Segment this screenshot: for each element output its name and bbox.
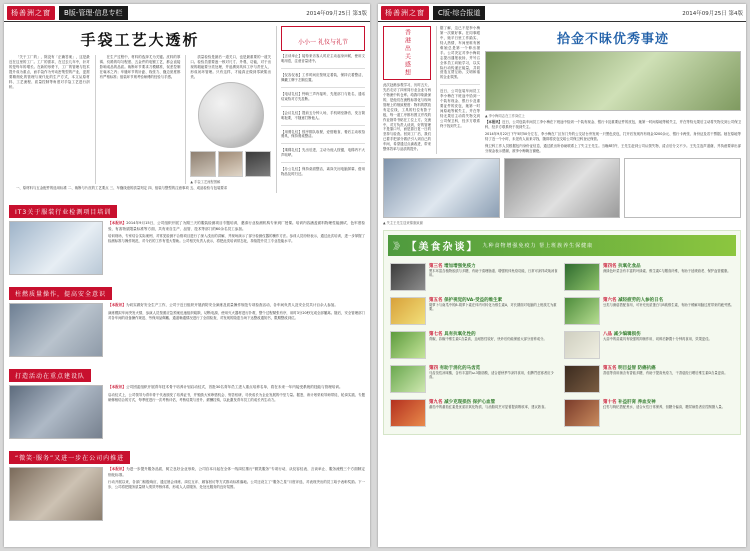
food-item xyxy=(562,362,736,396)
edition-label: C版-综合报道 xyxy=(433,6,485,20)
right-photo-caption: ▲ 李小梅同志在工作岗位上 xyxy=(485,114,525,118)
food-item-grid xyxy=(388,260,736,430)
food-feature-header xyxy=(388,235,736,256)
right-paragraph-1: 2014年9月22日下午5时50分左右，李小梅在厂区东门外的公交站台旁发现一只黑色皮包，打开后发现内有现金3200余元、银行卡两张、身份证及若干票据。她在原地等待了近一个小时，未见有人前来寻找，随即将皮包交给公司保卫科登记保管。 xyxy=(485,131,741,141)
section-title: “微笑·服务”又进一步在公司内推进 xyxy=(9,451,130,464)
food-item-rank: 第六名 xyxy=(603,297,617,303)
food-item-image xyxy=(390,365,426,393)
sidebar-item: 【用餐礼仪】按序排队取餐，爱惜粮食，餐后主动收拾餐具，保持餐桌整洁。 xyxy=(281,129,365,139)
section-photo xyxy=(9,221,103,275)
food-item-image xyxy=(564,399,600,427)
feature-thumb-3 xyxy=(245,151,271,177)
food-item-image xyxy=(390,399,426,427)
food-item-name: 增加增强免疫力 xyxy=(444,263,476,269)
lead-label: 【本报讯】 xyxy=(108,303,126,308)
section-lead: 为进一步提升服务品质，树立良好企业形象，公司自本月起在全体一线岗位推行“微笑服务”专项行动，从仪容仪表、言谈举止、服务流程三个方面制定细化标准。 xyxy=(108,467,365,477)
section-photo xyxy=(9,303,103,357)
food-item xyxy=(562,294,736,328)
food-item-name: 明目益智 防癌抗癌 xyxy=(618,365,656,371)
section-body: 演练模拟车间突发火情，参演人员按照应急预案迅速组织疏散、切断电源、使用灭火器材进行扑救，整个过程紧张有序，用时3分20秒完成全部撤离。随后，安全管理部门对各车间的设备操作规范、劳保用品佩戴、通道畅通情况进行了全面检查，对发现的隐患当场下达整改通知书，限期整改到位。 xyxy=(108,310,365,320)
section-body: 启动仪式上，公司领导为青年骨干代表颁发了培养证书，并勉励大家珍惜机会、刻苦钻研，尽快成长为企业发展的中坚力量。据悉，该计划采取导师带徒、轮岗实践、专题研修相结合的方式，每季度进行一次考核评估，考核结果与晋升、薪酬挂钩，以此激发青年员工的成长内生动力。 xyxy=(108,392,365,402)
news-section xyxy=(9,199,365,275)
right-rail-second xyxy=(436,26,480,154)
news-section xyxy=(9,445,365,521)
divider xyxy=(281,162,365,163)
food-item-name: 减轻疲劳的人参的日名 xyxy=(618,297,664,303)
food-item xyxy=(388,362,562,396)
food-item-rank: 第十名 xyxy=(603,399,617,405)
divider xyxy=(281,68,365,69)
publication-logo: 杨善洲之窗 xyxy=(381,6,429,20)
lead-label: 【本报讯】 xyxy=(108,221,127,226)
right-lead: 近日，公司包装车间员工李小梅在下班途中拾到一个装有现金、银行卡及重要证件的皮包，她第一时间原地等候失主，并在等待无果后主动将失物交到公司保卫科，经多方联系终于找到失主。 xyxy=(485,120,742,129)
food-item-rank: 第七名 xyxy=(429,331,443,337)
food-item-rank: 第九名 xyxy=(429,399,443,405)
sidebar-title: 小小一 礼仪与礼节 xyxy=(298,39,348,46)
right-masthead xyxy=(378,4,746,22)
food-item-image xyxy=(390,297,426,325)
food-item-desc: 青椒、彩椒中维生素C含量高，且耐热性较好，快炒后仍能保留大部分营养成分。 xyxy=(429,336,547,341)
issue-date: 2014年09月25日 第4版 xyxy=(682,10,743,17)
food-item-name: 减少克现损伤 保护心血管 xyxy=(444,399,496,405)
issue-date: 2014年09月25日 第3版 xyxy=(306,10,367,17)
food-item-desc: 马齿苋性凉味酸，含有丰富的ω-3脂肪酸，适合夏秋季节凉拌食用，但脾胃虚寒者应少食。 xyxy=(429,370,554,380)
food-item-image xyxy=(564,365,600,393)
food-feature xyxy=(383,230,741,435)
food-item-rank: 第三名 xyxy=(429,263,443,269)
food-item-desc: 番茄中的番茄红素是优质抗氧化物质，与油脂同烹可显著提高吸收率，建议熟食。 xyxy=(429,404,548,409)
food-item-name: 减少编辑损伤 xyxy=(613,331,641,337)
lead-label: 【本报讯】 xyxy=(485,120,503,124)
divider xyxy=(281,87,365,88)
section-photo xyxy=(9,467,103,521)
section-lead: 为切实做好安全生产工作，公司于近日组织开展消防安全演练及质量操作规范专项检查活动，各车间负责人及安全员共计百余人参加。 xyxy=(125,303,338,308)
right-photo-main xyxy=(485,51,741,111)
food-item-image xyxy=(564,331,600,359)
sidebar-item: 【乘梯礼仪】先出后进，主动为他人按键，电梯内不大声喧哗。 xyxy=(281,148,365,158)
food-item-image xyxy=(564,263,600,291)
sidebar-item: 【会议礼仪】提前五分钟入场，手机调至静音，发言简明扼要，不随意打断他人。 xyxy=(281,110,365,120)
section-title: 打造活动在重点建设队 xyxy=(9,369,91,382)
news-section xyxy=(9,281,365,357)
food-feature-title: 【美食杂谈】 xyxy=(406,241,479,253)
section-body: 行动开展以来，各部门积极响应，通过晨会训练、岗位互评、顾客回访等方式推动标准落地。公司还设立了“服务之星”月度评选，对表现突出的员工给予表彰奖励。下一步，公司将把服务质量纳入绩效考核体系，形成人人讲服务、处处比服务的良好氛围。 xyxy=(108,480,365,490)
lead-label: 【本报讯】 xyxy=(108,467,127,472)
left-sidebar xyxy=(276,26,365,193)
food-item xyxy=(388,396,562,430)
section-photo xyxy=(9,385,103,439)
food-item xyxy=(388,294,562,328)
food-item-desc: 香菇等食用菌含有香菇多糖，有助于提高免疫力，干香菇经日晒后维生素D含量更高。 xyxy=(603,370,728,375)
lead-label: 【本报讯】 xyxy=(108,385,126,390)
rail-vertical-title: 香港出关感想 xyxy=(403,29,411,77)
strip-photo-3 xyxy=(624,158,741,218)
sidebar-item: 【言谈举止】接待来访客人时应主动起身问候，使用文明用语，注意音量适中。 xyxy=(281,54,365,63)
left-masthead xyxy=(4,4,370,22)
section-title: IT3关于服装行业检测项目培训 xyxy=(9,205,117,218)
divider xyxy=(281,106,365,107)
food-item xyxy=(562,396,736,430)
publication-logo: 杨善洲之窗 xyxy=(7,6,55,20)
divider xyxy=(281,143,365,144)
sidebar-item: 【办公礼仪】保持桌面整洁，离岗关闭电脑屏幕，借用物品及时归还。 xyxy=(281,167,365,177)
right-page-body xyxy=(378,22,746,546)
food-item-image xyxy=(564,297,600,325)
food-feature-subtitle: 九种食物增强免疫力 帮上班族养生保健康 xyxy=(482,242,594,249)
feature-column-3: 质量检验是最后一道关口，也是最重要的一道关口。检验员需要逐一核对尺寸、外观、功能，对于出现的瑕疵要分类处理，并追溯到具体工序与责任人，形成闭环管理。只有这样，才能真正做到零缺陷出货。 ▲ 手袋工艺流程图解 xyxy=(185,55,271,184)
food-item-rank: 八品 xyxy=(603,331,612,337)
divider xyxy=(281,125,365,126)
food-item-rank: 第五名 xyxy=(429,297,443,303)
right-page xyxy=(378,4,746,547)
food-item-name: 抗氧化食品 xyxy=(618,263,641,269)
rail-vertical-title-box xyxy=(383,26,431,80)
feature-column-1: 「关于工厂的」，除没有「正确答案」，这是最近在这里的工厂。工厂的需求，在过去几年中，针对的是每年的增长。在新的形势下，工厂的管理与技术提升成为重点，而手袋作为劳动密集型的产业，更需要精细化的管理与现代化的生产方式，本文从原材料、工艺流程、质量控制等角度对手袋工艺进行剖析。 xyxy=(9,55,90,89)
food-item-desc: 黑木耳富含植物胶质与多糖，有助于清理肠道、增强机体免疫功能，日常可凉拌或炖汤食用。 xyxy=(429,268,558,278)
right-paragraph-2: 保卫科工作人员根据包内身份证信息，通过派出所协助联系上了失主王先生。当晚8时许，王先生赶到公司认领失物，清点后分文不少。王先生连声道谢，并执意要拿出部分现金表示感谢，被李小梅婉言谢绝。 xyxy=(485,143,741,153)
feature-thumbnail-row xyxy=(190,151,271,177)
rail-text: 此次赴港参观学习，历时五天，先后走访了四家同行业企业与两个物流中转仓库。给我印象最深的，是他们在流程标准化与现场管理上的细致程度：物料的摆放有定位线，工具的归位有影子板，每一道工序都有图文并茂的作业指导书贴在工位上方。交流中，对方负责人谈到，好的管理不是靠口号，而是靠日复一日的坚持与检查。回到工厂后，我们已着手把部分做法引入到自己的车间，希望通过点滴改进，带来整体效率与品质的提升。 xyxy=(383,83,431,152)
feature-photo-caption: ▲ 手袋工艺流程图解 xyxy=(190,179,221,184)
feature-outline: 一、原材料与五金配件的选用标准 二、裁断与片皮的工艺要点 三、车缝线迹的质量判定 四、组装与整型的注意事项 五、成品检验与包装要求 xyxy=(16,186,228,191)
sidebar-item: 【仪容仪表】工作时间应按规定着装，保持衣着整洁，佩戴工牌于左胸位置。 xyxy=(281,72,365,82)
food-item-image xyxy=(390,331,426,359)
news-section xyxy=(9,363,365,439)
feature-round-photo xyxy=(198,82,264,148)
left-page xyxy=(4,4,370,547)
food-item xyxy=(562,260,736,294)
food-item xyxy=(388,260,562,294)
feature-thumb-1 xyxy=(190,151,216,177)
food-item-desc: 深绿色叶菜含有丰富的叶绿素、维生素C与膳食纤维，有助于延缓衰老、保护血管健康。 xyxy=(603,268,731,273)
food-item-desc: 豆类与菌菇搭配食用，可补充优质蛋白与B族维生素，有助于缓解用脑过度带来的疲劳感。 xyxy=(603,302,734,307)
feature-column-2: 在生产过程中，材料的选择尤为关键。皮料的厚薄、纹路的均匀程度、五金件的电镀工艺，都会直接影响成品的品质。裁断环节要求刀模精准，误差控制在毫米之内；车缝环节的针距、线张力、缝边宽度都有严格标准；组装环节则考验师傅的经验与手感。 xyxy=(95,55,181,184)
food-item-desc: 红枣与枸杞搭配煮水，适合女性日常保养，但糖分偏高，糖尿病患者应控制摄入量。 xyxy=(603,404,725,409)
right-headline: 拾金不昧优秀事迹 xyxy=(556,32,669,47)
section-lead: 公司团委组织开展青年技术骨干培养计划启动仪式，首批30名青年员工进入重点培养名单，将在未来一年内接受系统的技能与管理培训。 xyxy=(125,385,343,390)
right-rail-left xyxy=(383,26,431,154)
feature-article xyxy=(9,26,271,193)
left-page-body xyxy=(4,22,370,546)
rail-text-3: 近日，公司包装车间员工李小梅在下班途中拾到一个装有现金、银行卡及重要证件的皮包，她第一时间原地等候失主，并在等待无果后主动将失物交到公司保卫科，经多方联系终于找到失主。 xyxy=(440,89,480,128)
feature-headline: 手袋工艺大透析 xyxy=(80,31,200,49)
food-item-rank: 第四 xyxy=(429,365,438,371)
sidebar-item: 【电话礼仪】铃响三声内接听，先报部门与姓名，通话结束待对方先挂断。 xyxy=(281,91,365,101)
rail-text-2: 据了解，这已不是李小梅第一次做好事。在同事眼中，她平日里工作踏实、待人热情，车间里谁有困难她总是第一个伸出援手。公司决定对李小梅同志提出通报表扬，并号召全体员工向她学习，以实际行动传递正能量，共同营造互帮互助、文明和谐的企业氛围。 xyxy=(440,26,480,80)
section-body: 培训现场，专家结合实际案例，对常见检测不合格项目进行了深入浅出的讲解，并现场演示了部分检测仪器的操作方法。参训人员纷纷表示，通过此次培训，进一步掌握了检测标准与操作规范，对今后的工作有很大帮助。公司相关负责人表示，将把此类培训常态化，持续提升员工专业技能水平。 xyxy=(108,234,365,244)
section-title: 柱燃质量操作，提高安全意识 xyxy=(9,287,112,300)
section-lead: 2014年9月15日，公司组织开展了为期三天的服装检测项目专题培训，邀请行业检测机构专家到厂授课。培训内容涵盖面料物理性能测试、色牢度检验、有害物质限量标准等方面，共有来自生产、品管、技术等部门的60余名员工参加。 xyxy=(108,221,365,231)
food-item-name: 有助于消化的马齿苋 xyxy=(439,365,481,371)
strip-photo-1 xyxy=(383,158,500,218)
divider xyxy=(440,84,480,85)
food-item-rank: 第四名 xyxy=(603,263,617,269)
strip-caption: ▲ 失主王先生送来锦旗致谢 xyxy=(383,220,423,225)
sidebar-title-box xyxy=(281,26,365,51)
food-item-name: 保护视觉的VA-受益的维生素 xyxy=(444,297,503,303)
strip-photo-2 xyxy=(504,158,621,218)
food-item-name: 具有抗氧化性的 xyxy=(444,331,476,337)
food-item-desc: 胡萝卜与南瓜中的β-胡萝卜素在体内可转化为维生素A，对长期面对电脑的上班族尤为重要。 xyxy=(429,302,557,312)
photo-strip xyxy=(383,158,741,218)
right-main-column xyxy=(485,26,741,154)
food-item xyxy=(562,328,736,362)
edition-label: B版-管理·信息专栏 xyxy=(59,6,128,20)
food-item-image xyxy=(390,263,426,291)
food-item xyxy=(388,328,562,362)
feature-thumb-2 xyxy=(218,151,244,177)
chevron-right-icon: 》》 xyxy=(393,241,403,252)
food-item-desc: 大蒜中的蒜素具有较强的抑菌作用，切碎后静置十分钟再食用，效果更佳。 xyxy=(603,336,712,341)
food-item-name: 补益肝肾 养血安神 xyxy=(618,399,656,405)
food-item-rank: 第五名 xyxy=(603,365,617,371)
